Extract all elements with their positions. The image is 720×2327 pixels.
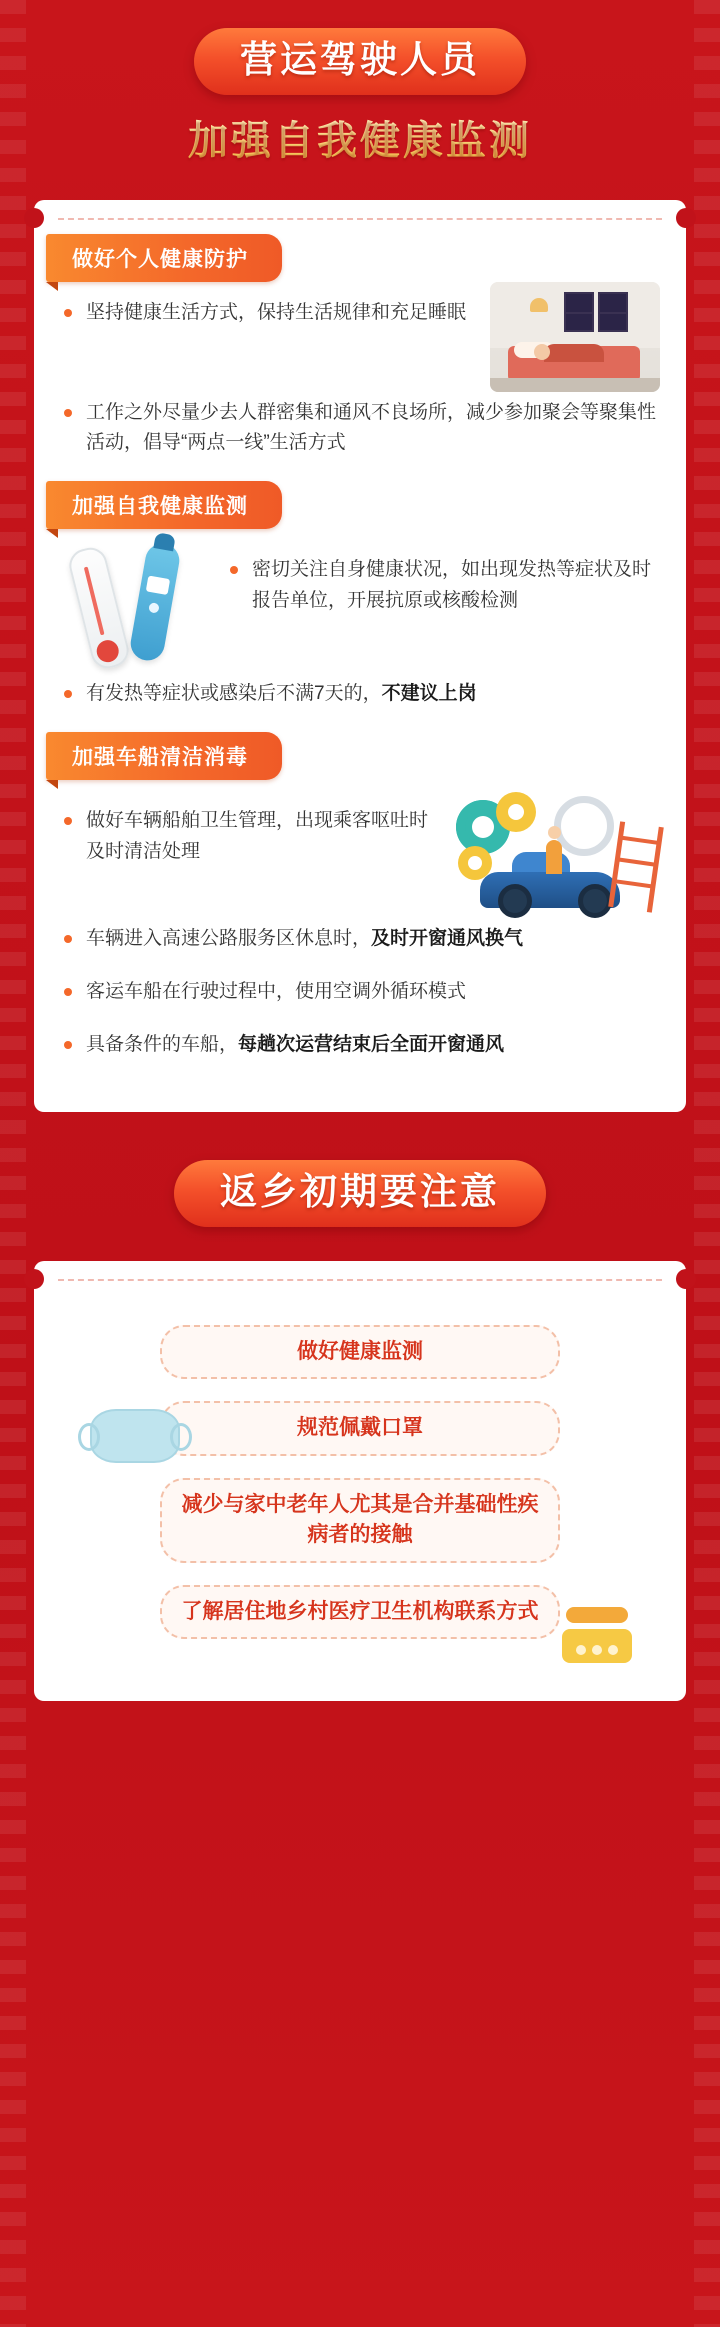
health-protection-card — [34, 200, 686, 1113]
header-title-line2: 加强自我健康监测 — [0, 109, 720, 166]
bullet-list-personal-protection-2 — [60, 398, 660, 460]
bullet-list-personal-protection — [60, 298, 484, 329]
section-self-monitoring — [60, 481, 660, 710]
list-item — [60, 679, 660, 710]
notice-pill-list — [60, 1325, 660, 1639]
list-item-text: 具备条件的车船， — [86, 1033, 239, 1055]
card-notch-left — [24, 208, 44, 228]
second-header — [0, 1112, 720, 1227]
section-tag-self-monitoring: 加强自我健康监测 — [46, 481, 282, 529]
notice-pill-know-local-clinic — [160, 1585, 560, 1639]
bedroom-sleep-illustration — [490, 282, 660, 392]
list-item: 密切关注自身健康状况，如出现发热等症状及时报告单位，开展抗原或核酸检测 — [226, 555, 660, 617]
card-notch-left — [24, 1269, 44, 1289]
second-header-title: 返乡初期要注意 — [220, 1171, 500, 1213]
notice-pill-label: 了解居住地乡村医疗卫生机构联系方式 — [181, 1599, 539, 1623]
notice-pill-avoid-elderly-contact — [160, 1478, 560, 1563]
second-header-ribbon — [174, 1160, 546, 1227]
return-home-notice-card — [34, 1261, 686, 1701]
notice-pill-health-monitoring — [160, 1325, 560, 1379]
list-item-emphasis: 及时开窗通风换气 — [371, 927, 524, 949]
telephone-icon — [562, 1601, 632, 1663]
thermometer-illustration — [60, 539, 220, 679]
section-tag-personal-protection: 做好个人健康防护 — [46, 234, 282, 282]
notice-pill-wear-mask — [160, 1401, 560, 1455]
list-item: 工作之外尽量少去人群密集和通风不良场所，减少参加聚会等聚集性活动，倡导“两点一线”生活方式 — [60, 398, 660, 460]
mask-icon — [90, 1409, 180, 1463]
header-ribbon — [194, 28, 526, 95]
notice-pill-label: 规范佩戴口罩 — [297, 1416, 423, 1440]
list-item: 做好车辆船舶卫生管理，出现乘客呕吐时及时清洁处理 — [60, 806, 444, 868]
notice-pill-label: 做好健康监测 — [297, 1339, 423, 1363]
bullet-list-vehicle-1 — [60, 806, 444, 868]
list-item-text: 车辆进入高速公路服务区休息时， — [86, 927, 372, 949]
main-header — [0, 0, 720, 166]
section-vehicle-disinfection — [60, 732, 660, 1060]
card-notch-right — [676, 1269, 696, 1289]
bullet-list-self-monitoring-2 — [60, 679, 660, 710]
list-item — [60, 924, 660, 955]
list-item: 坚持健康生活方式，保持生活规律和充足睡眠 — [60, 298, 484, 329]
list-item-emphasis: 每趟次运营结束后全面开窗通风 — [238, 1033, 505, 1055]
bullet-list-self-monitoring — [226, 555, 660, 617]
bullet-list-vehicle-2 — [60, 924, 660, 1060]
section-tag-vehicle-disinfection: 加强车船清洁消毒 — [46, 732, 282, 780]
list-item-emphasis: 不建议上岗 — [381, 683, 477, 705]
notice-pill-label: 减少与家中老年人尤其是合并基础性疾病者的接触 — [181, 1492, 539, 1547]
car-maintenance-illustration — [450, 790, 660, 920]
card-notch-right — [676, 208, 696, 228]
list-item: 客运车船在行驶过程中，使用空调外循环模式 — [60, 977, 660, 1008]
section-personal-protection — [60, 234, 660, 460]
header-title-line1: 营运驾驶人员 — [240, 39, 480, 80]
list-item — [60, 1030, 660, 1061]
list-item-text: 有发热等症状或感染后不满7天的， — [86, 683, 382, 705]
